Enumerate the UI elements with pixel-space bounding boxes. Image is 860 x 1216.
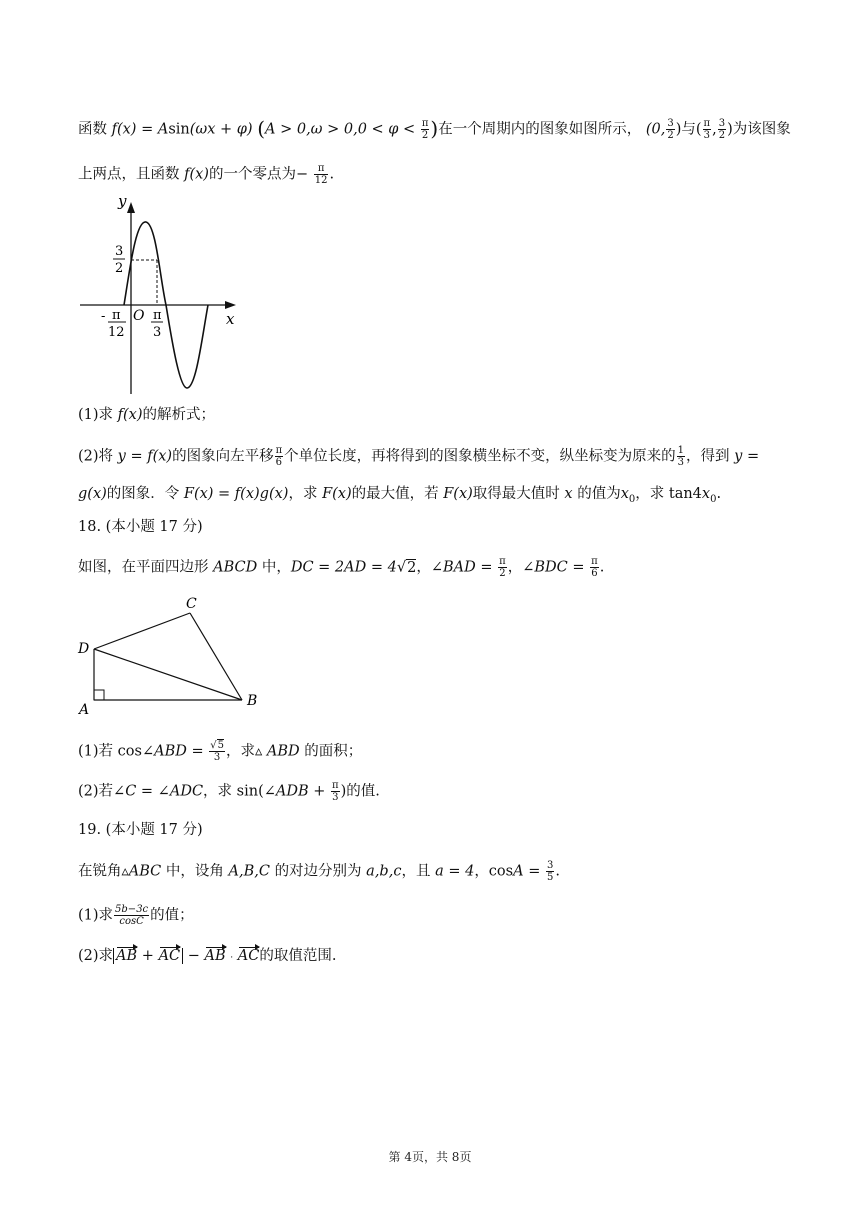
math: a = 4: [435, 863, 475, 880]
fraction: [590, 556, 599, 579]
y-axis-label: y: [118, 192, 127, 210]
math: A,B,C: [228, 863, 270, 880]
x-axis-arrow: [225, 301, 236, 309]
fraction: [209, 740, 225, 763]
text: (2)求: [78, 948, 114, 964]
q17-part2-line2: [78, 484, 780, 510]
text: 的取值范围.: [259, 948, 337, 964]
math: ADC: [169, 783, 204, 800]
num: π: [275, 445, 283, 456]
text: ，求: [635, 486, 665, 502]
x-neg-prefix: -: [101, 309, 106, 324]
text: 个单位长度，再将得到的图象横坐标不变，纵坐标变为原来的: [284, 448, 676, 465]
text: 的值；: [150, 907, 194, 924]
den: 3: [677, 457, 685, 468]
math: ADB +: [275, 783, 326, 800]
text: ，cos: [474, 863, 514, 880]
text: ，求 sin(∠: [203, 783, 276, 800]
q17-part2-line1: [78, 445, 780, 468]
text: 的图象向左平移: [172, 448, 274, 465]
quadrilateral-figure: [72, 592, 272, 720]
q19-header: 19. (本小题 17 分): [78, 822, 203, 838]
sqrt-sign: √: [396, 559, 407, 576]
num: π: [314, 163, 329, 175]
math: =: [528, 863, 541, 880]
y-tick-den: 2: [115, 261, 124, 276]
text: ，∠: [507, 559, 535, 576]
math: ABD =: [154, 743, 204, 760]
num: π: [591, 556, 598, 567]
text: = ∠: [140, 783, 170, 800]
q18-part2: [78, 780, 780, 803]
math: +: [141, 948, 154, 964]
text: 如图，在平面四边形: [78, 559, 209, 576]
fraction: [275, 445, 284, 468]
q18-header: 18. (本小题 17 分): [78, 519, 203, 535]
math: x: [701, 486, 711, 502]
math: ·: [230, 953, 234, 963]
text: ，求▵: [225, 743, 263, 760]
segment-DC: [94, 613, 190, 649]
math: tan4: [668, 486, 702, 502]
num: 3: [667, 118, 674, 129]
num: 1: [677, 445, 685, 456]
num: π: [499, 556, 506, 567]
math: ABCD: [213, 559, 258, 576]
math: ABD: [266, 743, 300, 760]
y-tick-num: 3: [115, 244, 124, 259]
fraction: [666, 118, 674, 141]
den: 3: [213, 752, 221, 763]
fraction: [718, 118, 726, 141]
text: 的值为: [577, 486, 621, 502]
math: y = f(x): [117, 448, 173, 465]
fraction: [114, 904, 149, 927]
text: 的对边分别为: [274, 863, 362, 880]
math: sin: [168, 121, 190, 138]
subscript: 0: [628, 493, 636, 505]
den: 2: [667, 130, 674, 141]
vector-AC: AC: [237, 948, 260, 964]
x-neg-den: 12: [108, 325, 125, 340]
q19-intro: [78, 860, 780, 883]
math: f(x): [117, 407, 143, 423]
math: (: [695, 121, 702, 138]
vertex-label-A: A: [79, 702, 90, 718]
q19-part1: [78, 904, 780, 927]
text: 的最大值，若: [351, 486, 439, 502]
math: ): [675, 121, 682, 138]
x-pos-den: 3: [153, 325, 162, 340]
den: 3: [332, 792, 339, 803]
vertex-label-D: D: [78, 641, 90, 657]
text: (2)将: [78, 448, 114, 465]
x-neg-num: π: [112, 308, 121, 323]
math: f(x) = A: [111, 121, 169, 138]
den: 3: [703, 130, 711, 141]
math: f(x): [184, 166, 209, 183]
math: F(x) = f(x)g(x): [183, 486, 289, 502]
vertex-label-C: C: [186, 596, 197, 612]
text: .: [599, 559, 605, 576]
math: x: [620, 486, 629, 502]
text: 在一个周期内的图象如图所示，: [438, 121, 642, 138]
q18-part1: [78, 740, 780, 763]
fraction: [421, 118, 430, 141]
text: .: [716, 486, 722, 502]
num: 3: [718, 118, 726, 129]
text: ，∠: [416, 559, 443, 576]
text: 中，设角: [165, 863, 224, 880]
q17-intro-line1: [78, 116, 791, 141]
text: )的值.: [340, 783, 380, 800]
radicand: 2: [407, 559, 417, 576]
text: 上两点，且函数: [78, 166, 180, 183]
text: 的面积；: [304, 743, 363, 760]
radicand: 5: [217, 740, 224, 751]
text: .: [555, 863, 560, 880]
num: √5: [210, 740, 224, 751]
den: 5: [546, 872, 554, 883]
fraction: [331, 780, 340, 803]
fraction: [703, 118, 712, 141]
den: 6: [275, 457, 283, 468]
math: ,: [712, 121, 717, 138]
text: ，得到: [686, 448, 730, 465]
num: 5b−3c: [115, 904, 149, 915]
math: ABC: [128, 863, 162, 880]
text: 为该图象: [732, 121, 791, 138]
math: F(x): [443, 486, 473, 502]
math: A > 0,ω > 0,0 < φ <: [265, 121, 416, 138]
num: 3: [546, 860, 554, 871]
den: 2: [718, 130, 726, 141]
text: ，求: [288, 486, 318, 502]
den: 2: [421, 130, 429, 141]
sine-graph-figure: [70, 188, 250, 400]
den: 2: [499, 568, 506, 579]
q17-part1: [78, 405, 780, 425]
num: π: [332, 780, 339, 791]
vector-AC: AC: [158, 948, 181, 964]
segment-DB: [94, 649, 242, 700]
subscript: 0: [710, 493, 717, 505]
math: g(x): [78, 486, 107, 502]
y-axis-arrow: [127, 202, 135, 213]
text: 取得最大值时: [472, 486, 560, 502]
vertex-label-B: B: [247, 693, 258, 709]
text: 的图象．令: [106, 486, 180, 502]
den: 6: [591, 568, 598, 579]
right-angle-mark: [94, 690, 104, 700]
origin-label: O: [133, 308, 145, 324]
segment-CB: [190, 613, 242, 700]
text: (1)求: [78, 407, 114, 423]
text: 函数: [78, 121, 107, 138]
q18-intro: [78, 556, 780, 579]
fraction: [546, 860, 554, 883]
paren: ): [430, 116, 439, 141]
math: (ωx + φ): [189, 121, 253, 138]
x-pos-num: π: [153, 308, 162, 323]
den: 12: [314, 175, 328, 186]
math: DC = 2AD = 4: [290, 559, 397, 576]
paren: (: [257, 116, 265, 141]
math: F(x): [322, 486, 352, 502]
num: π: [703, 118, 711, 129]
vector-AB: AB: [116, 948, 138, 964]
absolute-value: [113, 948, 183, 964]
fraction: [314, 163, 329, 186]
num: π: [421, 118, 429, 129]
text: ，且: [401, 863, 431, 880]
text: 的解析式；: [142, 407, 216, 423]
text: 与: [681, 121, 696, 138]
text: 在锐角▵: [78, 863, 129, 880]
text: (2)若∠: [78, 783, 126, 800]
math: −: [187, 948, 200, 964]
math: y =: [734, 448, 760, 465]
vector-AB: AB: [204, 948, 226, 964]
fraction: [498, 556, 507, 579]
text: 的一个零点为−: [208, 166, 309, 183]
text: .: [329, 166, 335, 183]
text: (1)求: [78, 907, 114, 924]
q17-intro-line2: [78, 163, 780, 186]
math: x: [564, 486, 573, 502]
math: C: [125, 783, 137, 800]
x-axis-label: x: [226, 310, 235, 328]
math: BAD =: [443, 559, 493, 576]
text: 中，: [261, 559, 291, 576]
q19-part2: [78, 946, 780, 968]
page-footer: 第 4页，共 8页: [388, 1150, 472, 1164]
den: cosC: [119, 916, 144, 927]
math: ): [727, 121, 733, 138]
text: (1)若 cos∠: [78, 743, 155, 760]
math: A: [513, 863, 524, 880]
math: (0,: [645, 121, 666, 138]
math: BDC =: [534, 559, 585, 576]
fraction: [677, 445, 685, 468]
math: a,b,c: [366, 863, 402, 880]
